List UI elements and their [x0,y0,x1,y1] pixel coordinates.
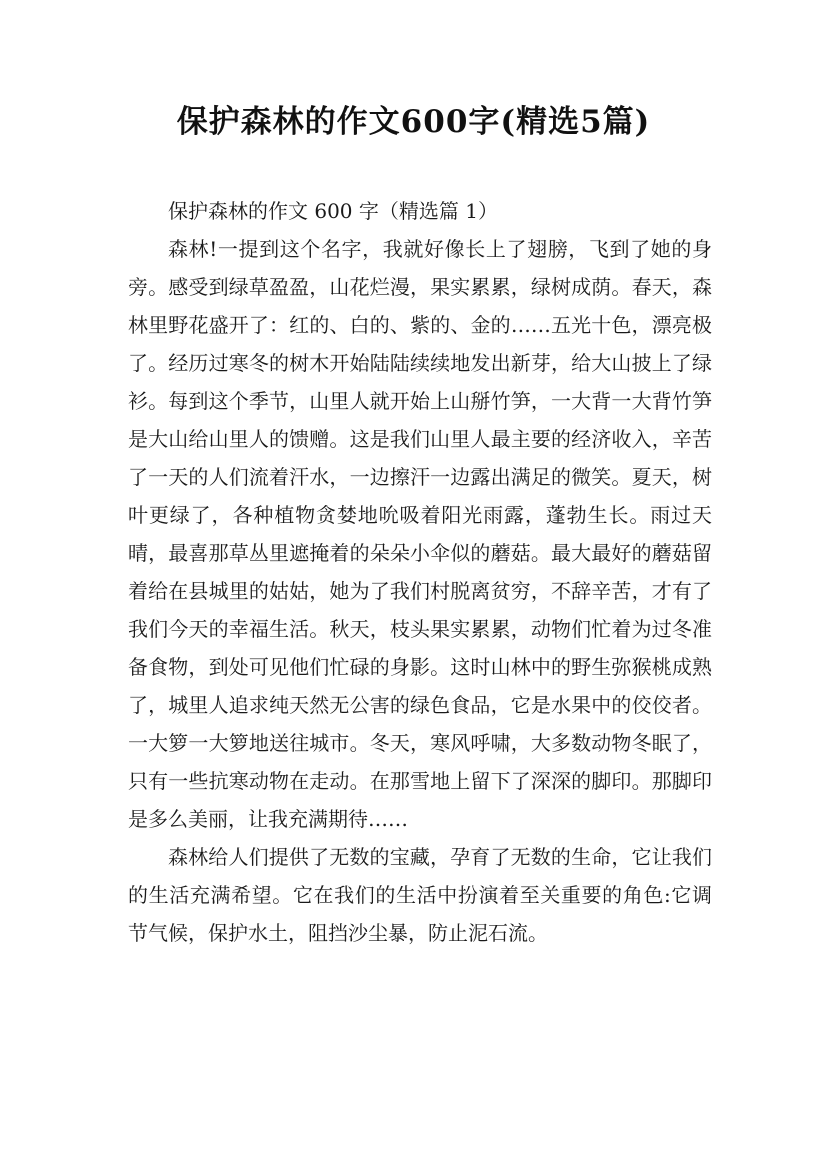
paragraph-1: 森林!一提到这个名字，我就好像长上了翅膀，飞到了她的身旁。感受到绿草盈盈，山花烂漫，果实累累，绿树成荫。春天，森林里野花盛开了：红的、白的、紫的、金的……五光十色，漂亮极了。经历过寒冬的树木开始陆陆续续地发出新芽，给大山披上了绿衫。每到这个季节，山里人就开始上山掰竹笋，一大背一大背竹笋是大山给山里人的馈赠。这是我们山里人最主要的经济收入，辛苦了一天的人们流着汗水，一边擦汗一边露出满足的微笑。夏天，树叶更绿了，各种植物贪婪地吮吸着阳光雨露，蓬勃生长。雨过天晴，最喜那草丛里遮掩着的朵朵小伞似的蘑菇。最大最好的蘑菇留着给在县城里的姑姑，她为了我们村脱离贫穷，不辞辛苦，才有了我们今天的幸福生活。秋天，枝头果实累累，动物们忙着为过冬准备食物，到处可见他们忙碌的身影。这时山林中的野生弥猴桃成熟了，城里人追求纯天然无公害的绿色食品，它是水果中的佼佼者。一大箩一大箩地送往城市。冬天，寒风呼啸，大多数动物冬眠了，只有一些抗寒动物在走动。在那雪地上留下了深深的脚印。那脚印是多么美丽，让我充满期待…… [128,237,712,831]
section-subtitle: 保护森林的作文 600 字（精选篇 1） [168,199,498,223]
document-body [128,192,712,952]
paragraph-2: 森林给人们提供了无数的宝藏，孕育了无数的生命，它让我们的生活充满希望。它在我们的生活中扮演着至关重要的角色:它调节气候，保护水土，阻挡沙尘暴，防止泥石流。 [128,845,712,945]
document-title: 保护森林的作文600字(精选5篇) [176,104,651,140]
